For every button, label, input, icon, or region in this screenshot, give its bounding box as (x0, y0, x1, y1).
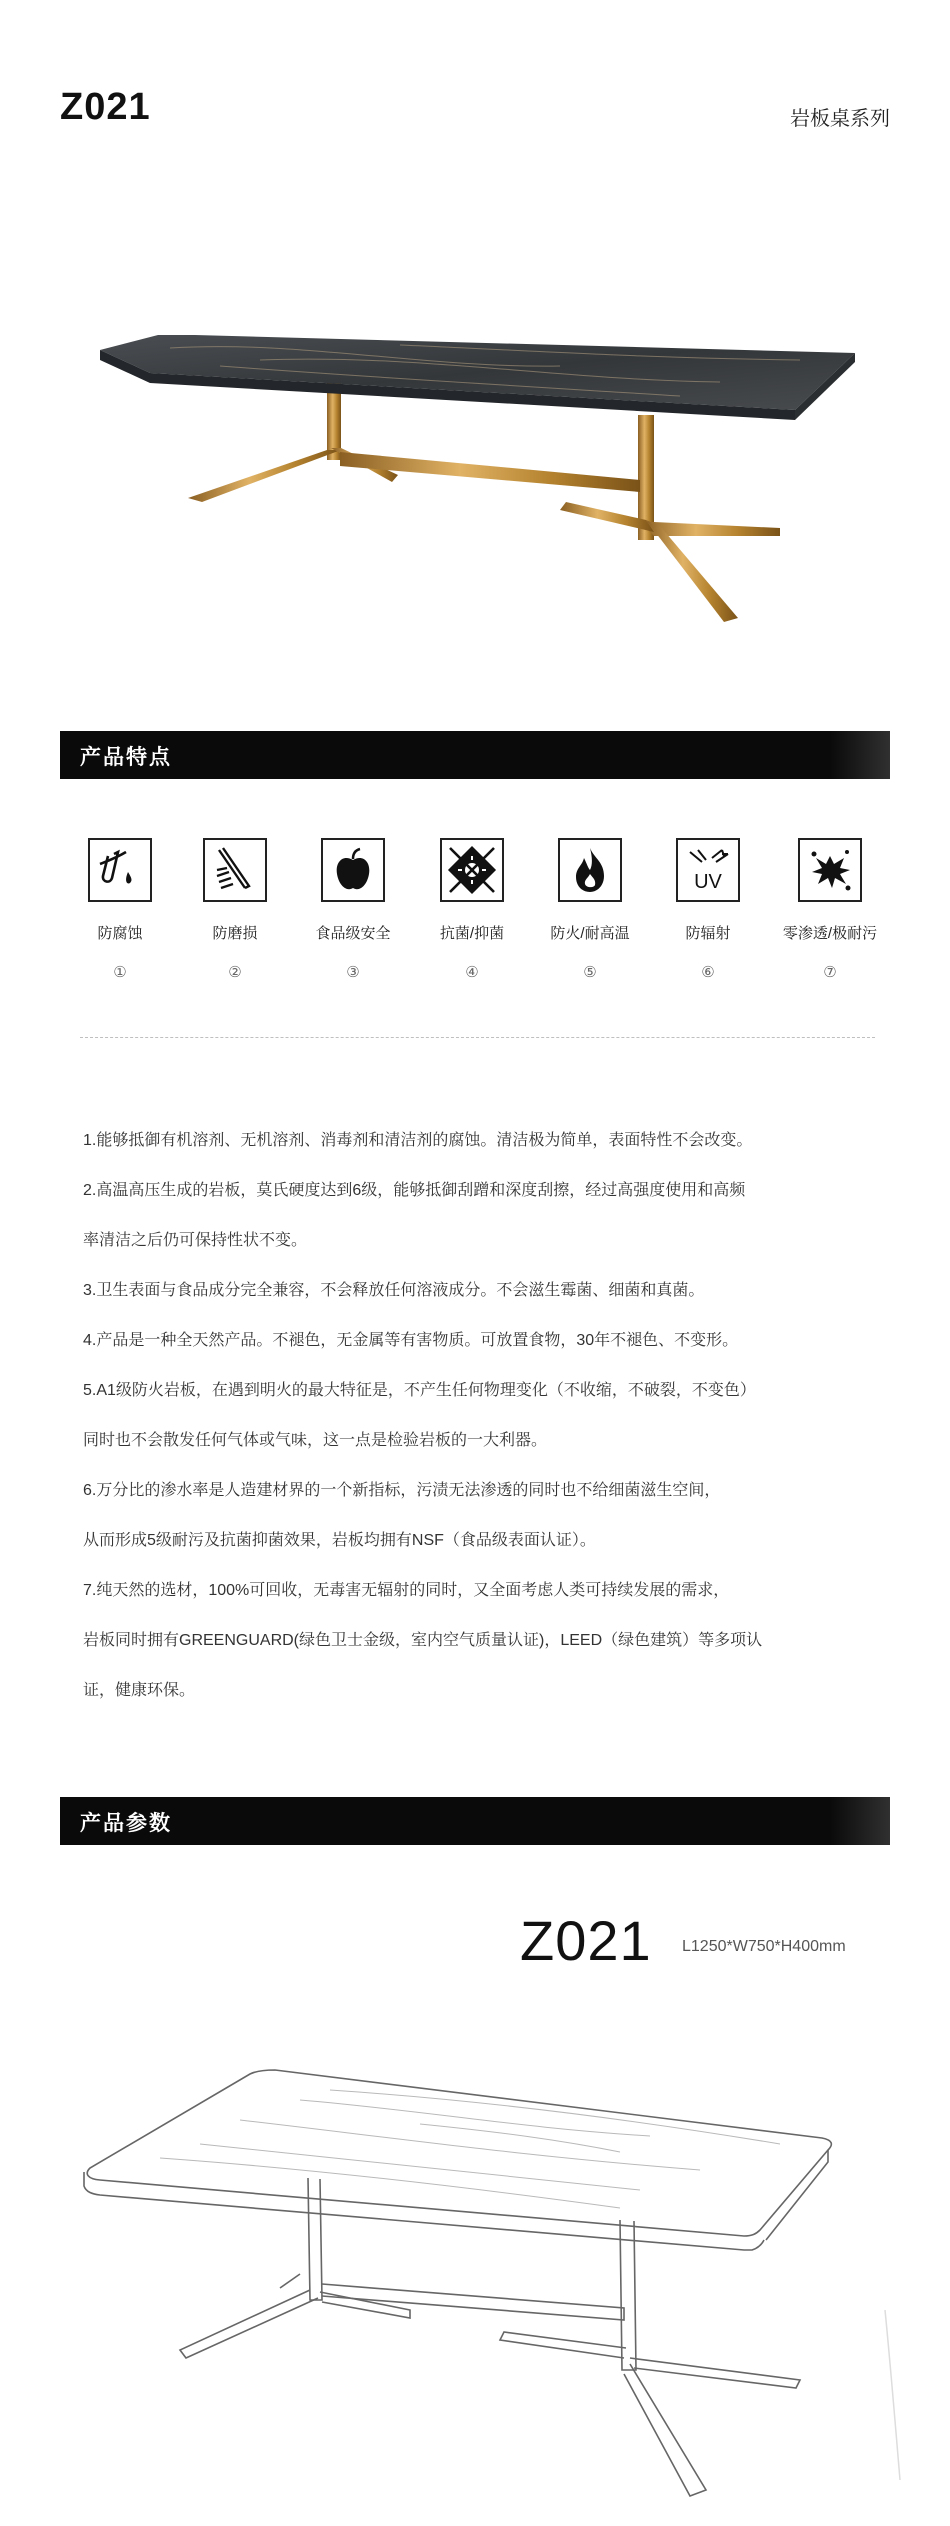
section-title: 产品参数 (80, 1812, 172, 1835)
params-model-number: Z021 (520, 1909, 652, 1972)
divider (80, 1037, 875, 1038)
feature-item (175, 838, 295, 981)
test-tube-drip-icon (88, 838, 152, 902)
section-stripe (830, 1797, 890, 1845)
feature-number: ⑥ (701, 964, 715, 981)
description-line: 3.卫生表面与食品成分完全兼容，不会释放任何溶液成分。不会滋生霉菌、细菌和真菌。 (83, 1282, 705, 1299)
description-line: 7.纯天然的选材，100%可回收，无毒害无辐射的同时，又全面考虑人类可持续发展的需求， (83, 1582, 730, 1599)
no-bacteria-icon (440, 838, 504, 902)
product-model-title: Z021 (60, 86, 151, 128)
description-line: 2.高温高压生成的岩板，莫氏硬度达到6级，能够抵御刮蹭和深度刮擦，经过高强度使用和高频 (83, 1182, 746, 1199)
feature-number: ⑦ (823, 964, 837, 981)
description-line: 证，健康环保。 (83, 1682, 196, 1699)
apple-icon (321, 838, 385, 902)
feature-item (293, 838, 413, 981)
splash-icon (798, 838, 862, 902)
feature-item (412, 838, 532, 981)
feature-item (60, 838, 180, 981)
params-section-header (60, 1797, 890, 1845)
description-line: 5.A1级防火岩板，在遇到明火的最大特征是，不产生任何物理变化（不收缩，不破裂，不变色） (83, 1382, 756, 1399)
product-line-drawing (0, 2040, 950, 2526)
feature-number: ⑤ (583, 964, 597, 981)
description-line: 从而形成5级耐污及抗菌抑菌效果，岩板均拥有NSF（食品级表面认证）。 (83, 1532, 596, 1549)
feature-description (83, 1116, 883, 1716)
feature-name: 防磨损 (212, 925, 258, 942)
description-line: 6.万分比的渗水率是人造建材界的一个新指标，污渍无法渗透的同时也不给细菌滋生空间， (83, 1482, 721, 1499)
feature-number: ④ (465, 964, 479, 981)
knife-scratch-icon (203, 838, 267, 902)
description-line: 1.能够抵御有机溶剂、无机溶剂、消毒剂和清洁剂的腐蚀。清洁极为简单，表面特性不会改变。 (83, 1132, 753, 1149)
description-line: 率清洁之后仍可保持性状不变。 (83, 1232, 308, 1249)
flame-icon (558, 838, 622, 902)
feature-number: ③ (346, 964, 360, 981)
svg-text:UV: UV (694, 871, 722, 893)
feature-number: ① (113, 964, 127, 981)
feature-name: 防辐射 (685, 925, 731, 942)
feature-name: 防火/耐高温 (550, 925, 630, 942)
params-dimensions: L1250*W750*H400mm (682, 1938, 846, 1955)
description-line: 岩板同时拥有GREENGUARD(绿色卫士金级，室内空气质量认证)，LEED（绿色建筑）等多项认 (83, 1632, 763, 1649)
feature-name: 抗菌/抑菌 (439, 925, 505, 942)
feature-icon-row (60, 838, 890, 988)
feature-item (530, 838, 650, 981)
section-title: 产品特点 (80, 746, 172, 769)
features-section-header (60, 731, 890, 779)
feature-name: 零渗透/极耐污 (782, 925, 878, 942)
feature-name: 食品级安全 (315, 925, 391, 942)
feature-number: ② (228, 964, 242, 981)
description-line: 4.产品是一种全天然产品。不褪色，无金属等有害物质。可放置食物，30年不褪色、不变形。 (83, 1332, 739, 1349)
product-photo (0, 270, 950, 650)
description-line: 同时也不会散发任何气体或气味，这一点是检验岩板的一大利器。 (83, 1432, 548, 1449)
feature-item (648, 838, 768, 981)
product-series-label: 岩板桌系列 (790, 108, 890, 130)
feature-name: 防腐蚀 (97, 925, 143, 942)
feature-item (770, 838, 890, 981)
uv-icon (676, 838, 740, 902)
section-stripe (830, 731, 890, 779)
